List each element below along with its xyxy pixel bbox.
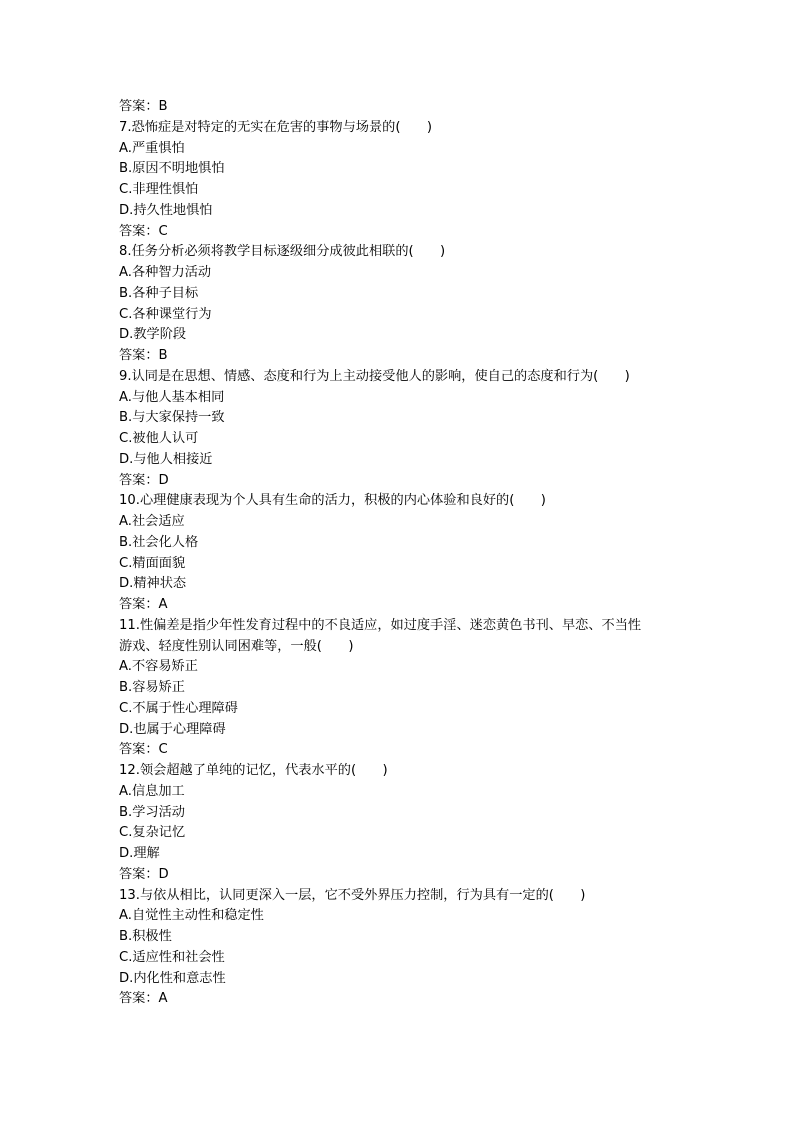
option-d: D.与他人相接近 <box>119 451 213 467</box>
question-stem: 8.任务分析必须将教学目标逐级细分成彼此相联的( ) <box>119 244 446 260</box>
option-c: C.适应性和社会性 <box>119 949 225 965</box>
option-a: A.严重惧怕 <box>119 140 185 156</box>
option-b: B.积极性 <box>119 929 172 944</box>
option-b: B.原因不明地惧怕 <box>119 161 225 177</box>
option-c: C.被他人认可 <box>119 431 199 446</box>
answer-line: 答案：A <box>119 597 168 612</box>
answer-line: 答案：B <box>119 348 168 363</box>
question-stem: 7.恐怖症是对特定的无实在危害的事物与场景的( ) <box>119 119 432 135</box>
question-stem: 10.心理健康表现为个人具有生命的活力，积极的内心体验和良好的( ) <box>119 493 546 509</box>
question-stem: 9.认同是在思想、情感、态度和行为上主动接受他人的影响，使自己的态度和行为( ) <box>119 368 630 384</box>
option-c: C.复杂记忆 <box>119 825 186 841</box>
option-a: A.自觉性主动性和稳定性 <box>119 908 264 924</box>
option-c: C.非理性惧怕 <box>119 182 199 197</box>
question-stem-line-1: 11.性偏差是指少年性发育过程中的不良适应，如过度手淫、迷恋黄色书刊、早恋、不当性 <box>119 617 642 633</box>
option-d: D.内化性和意志性 <box>119 970 226 986</box>
option-c: C.不属于性心理障碍 <box>119 700 238 716</box>
question-stem-line-2: 游戏、轻度性别认同困难等，一般( ) <box>119 638 354 654</box>
document-page <box>119 97 699 1010</box>
answer-line: 答案：D <box>119 866 169 882</box>
option-b: B.社会化人格 <box>119 534 199 550</box>
option-c: C.精面面貌 <box>119 555 186 571</box>
option-d: D.教学阶段 <box>119 327 187 343</box>
answer-line: 答案：C <box>119 223 168 239</box>
option-b: B.与大家保持一致 <box>119 410 225 426</box>
question-stem: 12.领会超越了单纯的记忆，代表水平的( ) <box>119 763 388 778</box>
option-d: D.精神状态 <box>119 576 187 592</box>
question-stem: 13.与依从相比，认同更深入一层，它不受外界压力控制，行为具有一定的( ) <box>119 887 586 903</box>
answer-line: 答案：C <box>119 742 168 758</box>
option-a: A.不容易矫正 <box>119 659 198 675</box>
option-d: D.也属于心理障碍 <box>119 721 226 737</box>
option-d: D.理解 <box>119 846 160 861</box>
option-c: C.各种课堂行为 <box>119 306 212 322</box>
option-b: B.各种子目标 <box>119 285 199 301</box>
option-a: A.与他人基本相同 <box>119 389 225 405</box>
option-a: A.社会适应 <box>119 514 185 529</box>
answer-line: 答案：A <box>119 991 168 1007</box>
option-b: B.容易矫正 <box>119 680 185 695</box>
answer-line: 答案：B <box>119 99 168 114</box>
option-a: A.各种智力活动 <box>119 265 212 280</box>
option-a: A.信息加工 <box>119 783 185 799</box>
option-d: D.持久性地惧怕 <box>119 202 213 218</box>
answer-line: 答案：D <box>119 472 169 488</box>
option-b: B.学习活动 <box>119 804 185 820</box>
